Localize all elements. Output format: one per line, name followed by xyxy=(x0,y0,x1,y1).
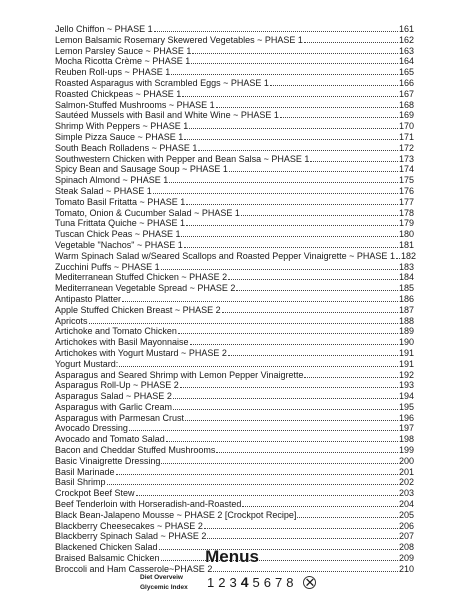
toc-entry-title: Vegetable "Nachos" ~ PHASE 1 xyxy=(55,239,183,250)
toc-entry[interactable] xyxy=(55,186,414,197)
toc-entry-title: Mediterranean Vegetable Spread ~ PHASE 2 xyxy=(55,283,236,294)
toc-leader-dots xyxy=(169,175,398,183)
toc-entry-page: 207 xyxy=(398,531,414,542)
toc-leader-dots xyxy=(228,272,398,280)
toc-entry-title: Bacon and Cheddar Stuffed Mushrooms xyxy=(55,445,216,456)
toc-leader-dots xyxy=(198,143,398,151)
toc-entry-title: Asparagus Salad ~ PHASE 2 xyxy=(55,391,172,402)
toc-entry-page: 181 xyxy=(398,239,414,250)
toc-entry-title: Basic Vinaigrette Dressing xyxy=(55,455,161,466)
toc-entry-title: Mocha Ricotta Crème ~ PHASE 1 xyxy=(55,56,191,67)
toc-entry-page: 188 xyxy=(398,315,414,326)
toc-leader-dots xyxy=(119,359,398,367)
toc-entry[interactable] xyxy=(55,35,414,46)
toc-entry-title: Blackened Chicken Salad xyxy=(55,542,158,553)
toc-leader-dots xyxy=(173,402,398,410)
toc-leader-dots xyxy=(89,316,398,324)
toc-entry[interactable] xyxy=(55,218,414,229)
toc-leader-dots xyxy=(186,197,398,205)
toc-entry[interactable] xyxy=(55,348,414,359)
toc-entry-page: 194 xyxy=(398,391,414,402)
page-number-1[interactable]: 1 xyxy=(207,574,215,590)
toc-entry-title: Spinach Almond ~ PHASE 1 xyxy=(55,175,169,186)
page-number-3[interactable]: 3 xyxy=(229,574,237,590)
toc-leader-dots xyxy=(180,380,398,388)
footer-links xyxy=(140,573,188,593)
toc-entry-title: Lemon Parsley Sauce ~ PHASE 1 xyxy=(55,45,192,56)
toc-entry[interactable] xyxy=(55,46,414,57)
toc-leader-dots xyxy=(122,294,398,302)
toc-entry[interactable] xyxy=(55,337,414,348)
toc-entry-page: 171 xyxy=(398,131,414,142)
toc-leader-dots xyxy=(116,467,398,475)
toc-leader-dots xyxy=(129,423,398,431)
toc-entry-page: 200 xyxy=(398,455,414,466)
toc-entry-title: Apricots xyxy=(55,315,88,326)
toc-entry-page: 201 xyxy=(398,466,414,477)
toc-entry-title: Asparagus with Garlic Cream xyxy=(55,401,173,412)
toc-entry-page: 184 xyxy=(398,272,414,283)
toc-entry-title: Basil Marinade xyxy=(55,466,115,477)
toc-leader-dots xyxy=(107,477,398,485)
toc-entry[interactable] xyxy=(55,316,414,327)
toc-entry-title: Lemon Balsamic Rosemary Skewered Vegetables ~ PHASE 1 xyxy=(55,34,303,45)
toc-leader-dots xyxy=(304,370,397,378)
toc-leader-dots xyxy=(161,456,398,464)
toc-entry-page: 162 xyxy=(398,34,414,45)
toc-leader-dots xyxy=(396,251,400,259)
toc-entry-title: Braised Balsamic Chicken xyxy=(55,553,160,564)
toc-entry[interactable] xyxy=(55,413,414,424)
toc-entry[interactable] xyxy=(55,110,414,121)
toc-entry[interactable] xyxy=(55,208,414,219)
toc-entry[interactable] xyxy=(55,294,414,305)
toc-entry-page: 190 xyxy=(398,337,414,348)
toc-leader-dots xyxy=(228,348,398,356)
toc-entry[interactable] xyxy=(55,175,414,186)
toc-entry-title: Roasted Asparagus with Scrambled Eggs ~ PHASE 1 xyxy=(55,77,269,88)
toc-entry-page: 186 xyxy=(398,293,414,304)
toc-entry-page: 176 xyxy=(398,185,414,196)
toc-entry-title: Salmon-Stuffed Mushrooms ~ PHASE 1 xyxy=(55,99,215,110)
toc-leader-dots xyxy=(185,413,398,421)
toc-leader-dots xyxy=(166,434,398,442)
page-number-2[interactable]: 2 xyxy=(218,574,226,590)
toc-leader-dots xyxy=(236,283,398,291)
toc-entry[interactable] xyxy=(55,521,414,532)
toc-entry[interactable] xyxy=(55,326,414,337)
toc-leader-dots xyxy=(242,499,398,507)
toc-entry-page: 178 xyxy=(398,207,414,218)
toc-leader-dots xyxy=(171,67,398,75)
toc-entry-page: 174 xyxy=(398,164,414,175)
toc-entry[interactable] xyxy=(55,240,414,251)
toc-entry[interactable] xyxy=(55,499,414,510)
page-number-7[interactable]: 7 xyxy=(274,574,283,590)
toc-entry-page: 175 xyxy=(398,175,414,186)
toc-entry-page: 168 xyxy=(398,99,414,110)
toc-leader-dots xyxy=(181,229,397,237)
toc-entry-title: Avocado Dressing xyxy=(55,423,128,434)
toc-entry[interactable] xyxy=(55,456,414,467)
toc-entry[interactable] xyxy=(55,510,414,521)
toc-entry[interactable] xyxy=(55,380,414,391)
toc-entry[interactable] xyxy=(55,423,414,434)
toc-leader-dots xyxy=(136,488,398,496)
toc-entry-title: Asparagus and Seared Shrimp with Lemon Pepper Vinaigrette xyxy=(55,369,304,380)
toc-entry-title: Artichokes with Basil Mayonnaise xyxy=(55,337,189,348)
toc-leader-dots xyxy=(297,510,398,518)
toc-entry[interactable] xyxy=(55,164,414,175)
toc-entry-page: 161 xyxy=(398,24,414,34)
page-number-8[interactable]: 8 xyxy=(286,574,294,590)
toc-entry-page: 210 xyxy=(398,563,414,574)
table-of-contents xyxy=(55,24,414,575)
toc-leader-dots xyxy=(207,531,398,539)
page-navigation xyxy=(207,574,316,590)
toc-entry[interactable] xyxy=(55,283,414,294)
toc-entry[interactable] xyxy=(55,197,414,208)
toc-entry[interactable] xyxy=(55,100,414,111)
toc-leader-dots xyxy=(192,46,398,54)
menus-title: Menus xyxy=(205,547,259,566)
toc-entry[interactable] xyxy=(55,445,414,456)
toc-leader-dots xyxy=(190,337,398,345)
toc-entry[interactable] xyxy=(55,143,414,154)
toc-entry-title: Jello Chiffon ~ PHASE 1 xyxy=(55,24,153,34)
toc-leader-dots xyxy=(173,391,398,399)
toc-entry[interactable] xyxy=(55,251,414,262)
toc-entry-title: Black Bean-Jalapeno Mousse ~ PHASE 2 [Crockpot Recipe] xyxy=(55,509,297,520)
diet-overview-link[interactable]: Diet Overveiw xyxy=(140,574,183,581)
toc-entry-page: 183 xyxy=(398,261,414,272)
toc-entry-page: 195 xyxy=(398,401,414,412)
toc-entry-page: 163 xyxy=(398,45,414,56)
toc-leader-dots xyxy=(178,326,398,334)
toc-leader-dots xyxy=(153,186,398,194)
toc-entry-page: 191 xyxy=(398,347,414,358)
toc-entry-title: Artichokes with Yogurt Mustard ~ PHASE 2 xyxy=(55,347,227,358)
toc-entry-title: Steak Salad ~ PHASE 1 xyxy=(55,185,152,196)
toc-entry-title: Yogurt Mustard: xyxy=(55,358,119,369)
toc-entry-page: 169 xyxy=(398,110,414,121)
toc-entry[interactable] xyxy=(55,359,414,370)
toc-entry-title: Sautéed Mussels with Basil and White Wine ~ PHASE 1 xyxy=(55,110,279,121)
toc-entry-page: 202 xyxy=(398,477,414,488)
toc-entry-page: 203 xyxy=(398,488,414,499)
toc-entry-title: Antipasto Platter xyxy=(55,293,122,304)
toc-entry-title: Spicy Bean and Sausage Soup ~ PHASE 1 xyxy=(55,164,228,175)
toc-entry-title: Asparagus with Parmesan Crust xyxy=(55,412,185,423)
toc-entry-page: 173 xyxy=(398,153,414,164)
toc-entry-title: Crockpot Beef Stew xyxy=(55,488,135,499)
toc-entry[interactable] xyxy=(55,262,414,273)
toc-entry[interactable] xyxy=(55,305,414,316)
toc-entry[interactable] xyxy=(55,78,414,89)
toc-leader-dots xyxy=(204,521,398,529)
toc-entry-title: Avocado and Tomato Salad xyxy=(55,434,165,445)
toc-entry-title: Reuben Roll-ups ~ PHASE 1 xyxy=(55,67,171,78)
toc-entry-page: 192 xyxy=(398,369,414,380)
toc-entry-page: 204 xyxy=(398,499,414,510)
glycemic-index-link[interactable]: Glycemic Index xyxy=(140,584,188,591)
toc-entry[interactable] xyxy=(55,467,414,478)
toc-leader-dots xyxy=(186,218,398,226)
toc-entry[interactable] xyxy=(55,67,414,78)
toc-entry-title: Broccoli and Ham Casserole~PHASE 2 xyxy=(55,563,213,574)
toc-entry-page: 177 xyxy=(398,196,414,207)
toc-entry[interactable] xyxy=(55,391,414,402)
toc-entry-title: Zucchini Puffs ~ PHASE 1 xyxy=(55,261,160,272)
toc-entry-page: 180 xyxy=(398,229,414,240)
toc-entry-page: 165 xyxy=(398,67,414,78)
toc-entry-title: Tomato, Onion & Cucumber Salad ~ PHASE 1 xyxy=(55,207,240,218)
toc-entry-page: 206 xyxy=(398,520,414,531)
toc-leader-dots xyxy=(184,240,398,248)
toc-entry-page: 164 xyxy=(398,56,414,67)
toc-entry-page: 187 xyxy=(398,304,414,315)
toc-leader-dots xyxy=(304,35,398,43)
toc-leader-dots xyxy=(161,262,398,270)
toc-entry-page: 170 xyxy=(398,121,414,132)
toc-entry-page: 185 xyxy=(398,283,414,294)
page-number-6[interactable]: 6 xyxy=(263,574,271,590)
toc-leader-dots xyxy=(270,78,398,86)
toc-entry-page: 198 xyxy=(398,434,414,445)
toc-entry-page: 179 xyxy=(398,218,414,229)
toc-entry-title: Mediterranean Stuffed Chicken ~ PHASE 2 xyxy=(55,272,228,283)
toc-leader-dots xyxy=(241,208,398,216)
toc-entry[interactable] xyxy=(55,229,414,240)
toc-entry-title: Apple Stuffed Chicken Breast ~ PHASE 2 xyxy=(55,304,221,315)
toc-entry-title: Simple Pizza Sauce ~ PHASE 1 xyxy=(55,131,184,142)
toc-entry-title: Tuna Frittata Quiche ~ PHASE 1 xyxy=(55,218,185,229)
toc-entry-title: Beef Tenderloin with Horseradish-and-Roasted xyxy=(55,499,242,510)
toc-entry-title: Tomato Basil Fritatta ~ PHASE 1 xyxy=(55,196,186,207)
toc-entry-page: 209 xyxy=(398,553,414,564)
toc-leader-dots xyxy=(216,445,398,453)
toc-entry[interactable] xyxy=(55,89,414,100)
toc-entry[interactable] xyxy=(55,272,414,283)
toc-entry-title: Blackberry Cheesecakes ~ PHASE 2 xyxy=(55,520,203,531)
toc-entry-title: South Beach Rolladens ~ PHASE 1 xyxy=(55,142,198,153)
page-number-4[interactable]: 4 xyxy=(240,574,249,590)
toc-entry-page: 167 xyxy=(398,88,414,99)
toc-leader-dots xyxy=(280,110,398,118)
toc-entry-page: 172 xyxy=(398,142,414,153)
toc-entry-title: Blackberry Spinach Salad ~ PHASE 2 xyxy=(55,531,207,542)
toc-entry[interactable] xyxy=(55,531,414,542)
toc-leader-dots xyxy=(184,132,398,140)
toc-entry[interactable] xyxy=(55,477,414,488)
toc-entry-title: Warm Spinach Salad w/Seared Scallops and Roasted Pepper Vinaigrette ~ PHASE 1 xyxy=(55,250,395,261)
toc-entry[interactable] xyxy=(55,24,414,35)
toc-entry-page: 166 xyxy=(398,77,414,88)
toc-entry-title: Southwestern Chicken with Pepper and Bean Salsa ~ PHASE 1 xyxy=(55,153,310,164)
toc-entry-title: Artichoke and Tomato Chicken xyxy=(55,326,177,337)
toc-entry[interactable] xyxy=(55,121,414,132)
toc-leader-dots xyxy=(222,305,398,313)
toc-entry-page: 197 xyxy=(398,423,414,434)
toc-leader-dots xyxy=(191,56,398,64)
toc-entry-page: 208 xyxy=(398,542,414,553)
toc-entry[interactable] xyxy=(55,402,414,413)
toc-entry-page: 196 xyxy=(398,412,414,423)
toc-entry[interactable] xyxy=(55,370,414,381)
toc-leader-dots xyxy=(182,89,398,97)
close-icon[interactable]: ✕ xyxy=(304,574,316,590)
toc-entry-page: 199 xyxy=(398,445,414,456)
toc-entry[interactable] xyxy=(55,434,414,445)
toc-leader-dots xyxy=(216,100,398,108)
toc-entry-title: Asparagus Roll-Up ~ PHASE 2 xyxy=(55,380,179,391)
toc-entry-page: 205 xyxy=(398,509,414,520)
toc-entry[interactable] xyxy=(55,488,414,499)
toc-entry-page: 191 xyxy=(398,358,414,369)
toc-entry-page: 182 xyxy=(400,250,416,261)
toc-entry[interactable] xyxy=(55,56,414,67)
toc-entry-title: Shrimp With Peppers ~ PHASE 1 xyxy=(55,121,189,132)
toc-entry-page: 189 xyxy=(398,326,414,337)
toc-entry-page: 193 xyxy=(398,380,414,391)
page-number-5[interactable]: 5 xyxy=(252,574,260,590)
toc-entry-title: Basil Shrimp xyxy=(55,477,106,488)
toc-entry[interactable] xyxy=(55,154,414,165)
toc-leader-dots xyxy=(229,164,398,172)
toc-entry[interactable] xyxy=(55,132,414,143)
toc-leader-dots xyxy=(154,24,398,32)
toc-leader-dots xyxy=(189,121,398,129)
toc-entry-title: Roasted Chickpeas ~ PHASE 1 xyxy=(55,88,182,99)
toc-leader-dots xyxy=(310,154,398,162)
toc-entry-title: Tuscan Chick Peas ~ PHASE 1 xyxy=(55,229,181,240)
